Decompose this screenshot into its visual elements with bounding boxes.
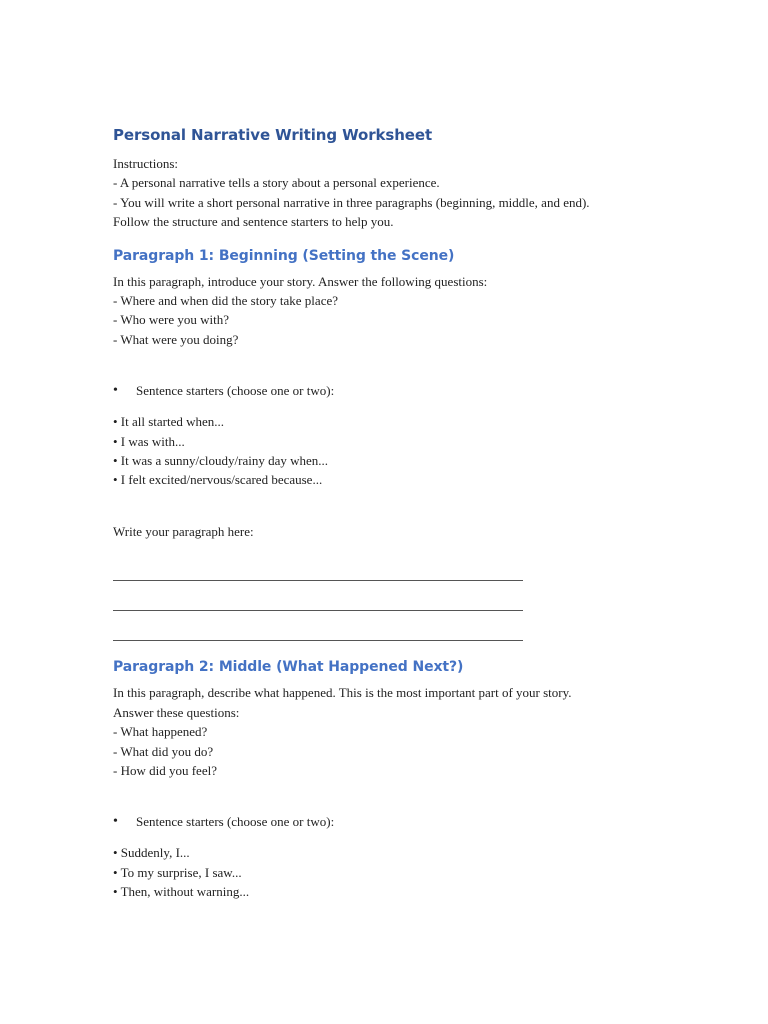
paragraph1-starter: • I felt excited/nervous/scared because...	[113, 472, 323, 488]
paragraph1-starter: • I was with...	[113, 433, 185, 449]
paragraph1-question: - What were you doing?	[113, 331, 239, 347]
worksheet-title: Personal Narrative Writing Worksheet	[113, 126, 433, 144]
paragraph2-starter: • Suddenly, I...	[113, 845, 190, 861]
instructions-label: Instructions:	[113, 156, 178, 171]
paragraph2-heading: Paragraph 2: Middle (What Happened Next?)	[113, 659, 464, 676]
worksheet-page	[113, 124, 673, 902]
paragraph1-starter: • It all started when...	[113, 414, 225, 430]
paragraph2-intro: Answer these questions:	[113, 704, 240, 720]
paragraph2-question: - How did you feel?	[113, 762, 217, 778]
paragraph1-intro: In this paragraph, introduce your story. Answer the following questions:	[113, 273, 488, 289]
paragraph1-starter: • It was a sunny/cloudy/rainy day when...	[113, 453, 329, 469]
instruction-line: - You will write a short personal narrative in three paragraphs (beginning, middle, and end).	[113, 194, 590, 210]
bullet-icon: •	[113, 383, 118, 399]
paragraph2-starter: • Then, without warning...	[113, 884, 250, 900]
paragraph1-write-prompt: Write your paragraph here:	[113, 523, 254, 539]
paragraph2-starters-label	[113, 812, 673, 831]
instruction-line: Follow the structure and sentence starters to help you.	[113, 214, 394, 230]
paragraph2-question: - What happened?	[113, 724, 208, 740]
paragraph2-question: - What did you do?	[113, 743, 214, 759]
paragraph1-starters-label	[113, 381, 673, 400]
starters-label-text: Sentence starters (choose one or two):	[136, 814, 335, 830]
paragraph1-heading: Paragraph 1: Beginning (Setting the Scene)	[113, 247, 455, 264]
instruction-line: - A personal narrative tells a story about a personal experience.	[113, 175, 440, 191]
paragraph2-starter: • To my surprise, I saw...	[113, 864, 242, 880]
paragraph2-intro: In this paragraph, describe what happened. This is the most important part of your story.	[113, 685, 572, 701]
paragraph1-question: - Who were you with?	[113, 312, 230, 328]
paragraph1-question: - Where and when did the story take place?	[113, 293, 338, 309]
bullet-icon: •	[113, 814, 118, 830]
starters-label-text: Sentence starters (choose one or two):	[136, 383, 335, 399]
